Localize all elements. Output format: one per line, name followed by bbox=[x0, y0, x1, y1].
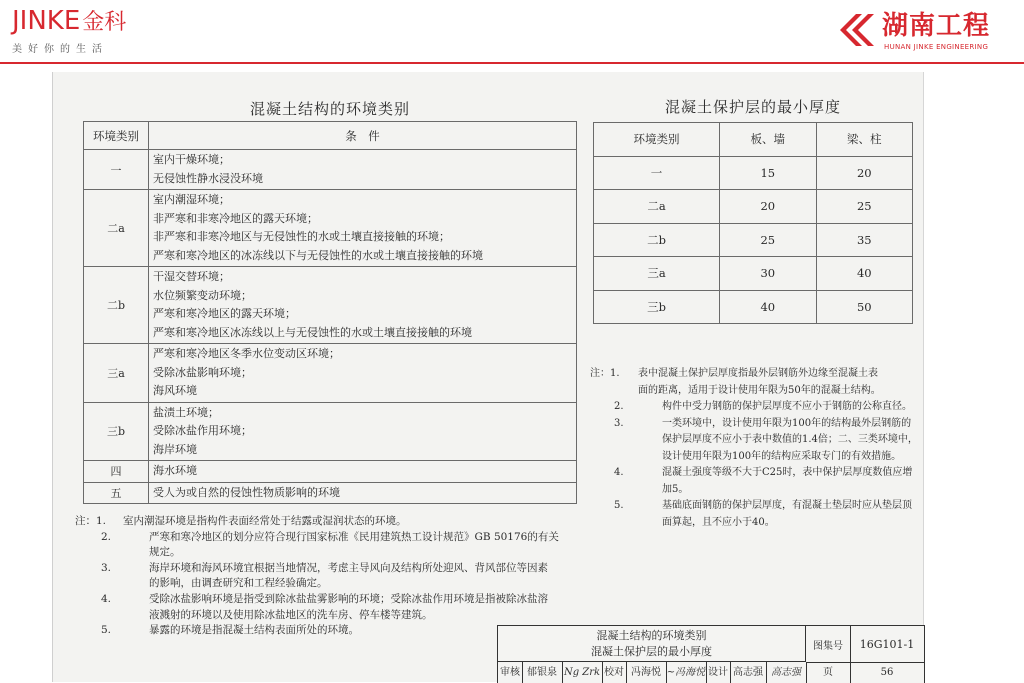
logo-cn: 金科 bbox=[82, 10, 127, 35]
environment-category-table bbox=[83, 121, 577, 504]
note-line: 液溅射的环境以及使用除冰盐地区的洗车房、停车楼等建筑。 bbox=[149, 608, 433, 621]
check-name: 冯海悦 bbox=[626, 662, 667, 683]
table2-header-beam-column: 梁、柱 bbox=[816, 123, 912, 157]
table2-header-category: 环境类别 bbox=[594, 123, 720, 157]
note-text bbox=[149, 561, 548, 592]
note-line: 混凝土强度等级不大于C25时，表中保护层厚度数值应增 bbox=[662, 467, 913, 478]
note-text bbox=[662, 465, 912, 498]
table1-conditions bbox=[149, 190, 577, 267]
review-signature: Ng Zrk bbox=[562, 662, 603, 683]
chevron-logo-icon bbox=[836, 12, 878, 48]
table1-conditions bbox=[149, 344, 577, 403]
table1-category: 三a bbox=[84, 344, 149, 403]
table2-cell-cat: 二a bbox=[594, 190, 720, 224]
company-name: 湖南工程 bbox=[882, 11, 991, 41]
note-number bbox=[590, 366, 638, 399]
note-number bbox=[75, 514, 123, 530]
note-index: 2. bbox=[101, 530, 112, 543]
note-number bbox=[590, 465, 662, 498]
note-number bbox=[590, 416, 662, 466]
note-index: 4. bbox=[614, 467, 624, 478]
condition-line: 海岸环境 bbox=[153, 442, 197, 456]
note-text bbox=[123, 514, 407, 530]
note-line: 加5。 bbox=[662, 483, 689, 495]
table1-category: 二b bbox=[84, 267, 149, 344]
slogan: 美好你的生活 bbox=[12, 44, 108, 55]
table2-cell-cat: 三b bbox=[594, 290, 720, 324]
review-name: 郁银泉 bbox=[522, 662, 563, 683]
note-line: 海岸环境和海风环境宜根据当地情况，考虑主导风向及结构所处迎风、背风部位等因素 bbox=[149, 561, 548, 574]
note-item bbox=[590, 498, 910, 531]
table2-cell-beam: 25 bbox=[816, 190, 912, 224]
table1-conditions bbox=[149, 482, 577, 504]
drawing-sheet bbox=[52, 72, 924, 682]
note-line: 面算起，且不应小于40。 bbox=[662, 516, 775, 528]
condition-line: 水位频繁变动环境； bbox=[153, 288, 252, 302]
note-index: 3. bbox=[101, 561, 112, 574]
note-text bbox=[638, 366, 881, 399]
note-line: 受除冰盐影响环境是指受到除冰盐盐雾影响的环境；受除冰盐作用环境是指被除冰盐溶 bbox=[149, 592, 548, 605]
note-index: 5. bbox=[101, 624, 112, 637]
note-number bbox=[75, 530, 149, 561]
note-line: 室内潮湿环境是指构件表面经常处于结露或湿润状态的环境。 bbox=[123, 515, 407, 527]
table1-category: 三b bbox=[84, 402, 149, 461]
note-item bbox=[75, 530, 559, 561]
title-block-line1: 混凝土结构的环境类别 bbox=[596, 629, 707, 642]
page-number: 56 bbox=[880, 667, 894, 678]
note-item bbox=[590, 416, 918, 466]
table2-cell-slab: 15 bbox=[720, 156, 816, 190]
note-item bbox=[75, 561, 555, 592]
condition-line: 严寒和寒冷地区冰冻线以上与无侵蚀性的水或土壤直接接触的环境 bbox=[153, 325, 472, 339]
table1-row bbox=[84, 344, 577, 403]
note-text bbox=[149, 623, 359, 639]
note-line: 表中混凝土保护层厚度指最外层钢筋外边缘至混凝土表 bbox=[638, 368, 878, 379]
table1-row bbox=[84, 190, 577, 267]
note-number bbox=[75, 592, 149, 623]
header-divider bbox=[0, 62, 1024, 64]
table1-category: 五 bbox=[84, 482, 149, 504]
table1-title: 混凝土结构的环境类别 bbox=[249, 100, 410, 118]
note-item bbox=[590, 399, 910, 416]
title-block-line2: 混凝土保护层的最小厚度 bbox=[591, 645, 712, 658]
condition-line: 室内干燥环境； bbox=[153, 153, 230, 166]
check-signature: ~冯海悦 bbox=[666, 662, 707, 683]
condition-line: 非严寒和非寒冷地区与无侵蚀性的水或土壤直接接触的环境； bbox=[153, 230, 450, 243]
condition-line: 盐渍土环境； bbox=[153, 405, 219, 419]
note-line: 的影响，由调查研究和工程经验确定。 bbox=[149, 577, 328, 590]
table2-cell-beam: 40 bbox=[816, 257, 912, 291]
note-line: 保护层厚度不应小于表中数值的1.4倍；二、三类环境中， bbox=[662, 434, 918, 445]
hunan-engineering-logo bbox=[836, 10, 1014, 54]
condition-line: 海水环境 bbox=[153, 464, 197, 477]
note-line: 规定。 bbox=[149, 546, 181, 559]
table2-cell-cat: 二b bbox=[594, 223, 720, 257]
condition-line: 严寒和寒冷地区的露天环境； bbox=[153, 307, 296, 320]
table2-cell-cat: 三a bbox=[594, 257, 720, 291]
table2-cell-cat: 一 bbox=[594, 156, 720, 190]
logo-text: JINKE bbox=[12, 6, 81, 36]
table1-category: 四 bbox=[84, 461, 149, 483]
company-name-en: HUNAN JINKE ENGINEERING bbox=[884, 43, 989, 51]
note-index: 2. bbox=[614, 401, 624, 412]
note-line: 面的距离，适用于设计使用年限为50年的混凝土结构。 bbox=[638, 384, 881, 396]
condition-line: 海风环境 bbox=[153, 384, 197, 397]
page-label: 页 bbox=[806, 662, 851, 683]
note-line: 基础底面钢筋的保护层厚度，有混凝土垫层时应从垫层顶 bbox=[662, 500, 912, 511]
table1-header-condition: 条 件 bbox=[149, 122, 577, 150]
table1-notes bbox=[75, 514, 559, 639]
table1-conditions bbox=[149, 150, 577, 190]
header bbox=[0, 0, 1024, 64]
note-number bbox=[75, 561, 149, 592]
design-signature: 高志强 bbox=[766, 662, 807, 683]
jinke-logo bbox=[12, 6, 126, 55]
notes-prefix: 注： bbox=[75, 515, 96, 527]
table2-header-slab-wall: 板、墙 bbox=[720, 123, 816, 157]
atlas-label: 图集号 bbox=[806, 626, 851, 663]
condition-line: 室内潮湿环境； bbox=[153, 193, 230, 206]
table2-cell-slab: 40 bbox=[720, 290, 816, 324]
cover-thickness-table bbox=[593, 122, 913, 324]
table2-row bbox=[594, 156, 913, 190]
table2-title: 混凝土保护层的最小厚度 bbox=[664, 98, 841, 116]
table2-cell-beam: 35 bbox=[816, 223, 912, 257]
note-number bbox=[590, 498, 662, 531]
condition-line: 受除冰盐影响环境； bbox=[153, 365, 252, 379]
note-text bbox=[149, 592, 548, 623]
note-number bbox=[75, 623, 149, 639]
note-text bbox=[662, 498, 912, 531]
table2-row bbox=[594, 257, 913, 291]
table2-cell-slab: 25 bbox=[720, 223, 816, 257]
table2-notes bbox=[590, 366, 918, 531]
review-role: 审核 bbox=[498, 662, 523, 683]
table1-row bbox=[84, 461, 577, 483]
condition-line: 严寒和寒冷地区的冰冻线以下与无侵蚀性的水或土壤直接接触的环境 bbox=[153, 248, 483, 262]
table1-header-category: 环境类别 bbox=[84, 122, 149, 150]
table1-conditions bbox=[149, 402, 577, 461]
note-number bbox=[590, 399, 662, 416]
table2-cell-slab: 30 bbox=[720, 257, 816, 291]
table2-row bbox=[594, 190, 913, 224]
condition-line: 受除冰盐作用环境； bbox=[153, 424, 252, 437]
condition-line: 非严寒和非寒冷地区的露天环境； bbox=[153, 211, 318, 225]
condition-line: 干湿交替环境； bbox=[153, 270, 230, 283]
note-item bbox=[590, 465, 913, 498]
note-line: 设计使用年限为100年的结构应采取专门的有效措施。 bbox=[662, 450, 902, 462]
table2-row bbox=[594, 223, 913, 257]
table1-row bbox=[84, 482, 577, 504]
note-line: 暴露的环境是指混凝土结构表面所处的环境。 bbox=[149, 624, 359, 637]
atlas-number: 16G101-1 bbox=[850, 626, 924, 663]
table1-row bbox=[84, 402, 577, 461]
note-text bbox=[662, 416, 918, 466]
notes-prefix: 注： bbox=[590, 368, 610, 379]
note-item bbox=[75, 623, 555, 639]
condition-line: 受人为或自然的侵蚀性物质影响的环境 bbox=[153, 485, 340, 499]
table1-conditions bbox=[149, 267, 577, 344]
design-role: 设计 bbox=[706, 662, 731, 683]
note-index: 1. bbox=[610, 368, 620, 379]
table2-row bbox=[594, 290, 913, 324]
design-name: 高志强 bbox=[730, 662, 767, 683]
check-role: 校对 bbox=[602, 662, 627, 683]
condition-line: 严寒和寒冷地区冬季水位变动区环境； bbox=[153, 347, 340, 360]
note-item bbox=[590, 366, 910, 399]
note-line: 构件中受力钢筋的保护层厚度不应小于钢筋的公称直径。 bbox=[662, 401, 912, 412]
note-line: 严寒和寒冷地区的划分应符合现行国家标准《民用建筑热工设计规范》GB 50176的有关 bbox=[149, 530, 559, 543]
table2-cell-slab: 20 bbox=[720, 190, 816, 224]
note-index: 5. bbox=[614, 500, 624, 511]
note-index: 1. bbox=[96, 515, 107, 527]
note-text bbox=[662, 399, 912, 416]
title-block-main bbox=[498, 626, 806, 662]
table1-row bbox=[84, 150, 577, 190]
table1-category: 一 bbox=[84, 150, 149, 190]
note-index: 3. bbox=[614, 417, 624, 429]
note-item bbox=[75, 592, 555, 623]
table2-cell-beam: 50 bbox=[816, 290, 912, 324]
note-line: 一类环境中，设计使用年限为100年的结构最外层钢筋的 bbox=[662, 417, 912, 429]
table1-row bbox=[84, 267, 577, 344]
table1-category: 二a bbox=[84, 190, 149, 267]
note-item bbox=[75, 514, 555, 530]
note-text bbox=[149, 530, 559, 561]
note-index: 4. bbox=[101, 592, 112, 605]
table2-cell-beam: 20 bbox=[816, 156, 912, 190]
signature-row bbox=[498, 662, 924, 683]
title-block bbox=[497, 625, 925, 683]
table1-conditions bbox=[149, 461, 577, 483]
condition-line: 无侵蚀性静水浸没环境 bbox=[153, 171, 263, 185]
